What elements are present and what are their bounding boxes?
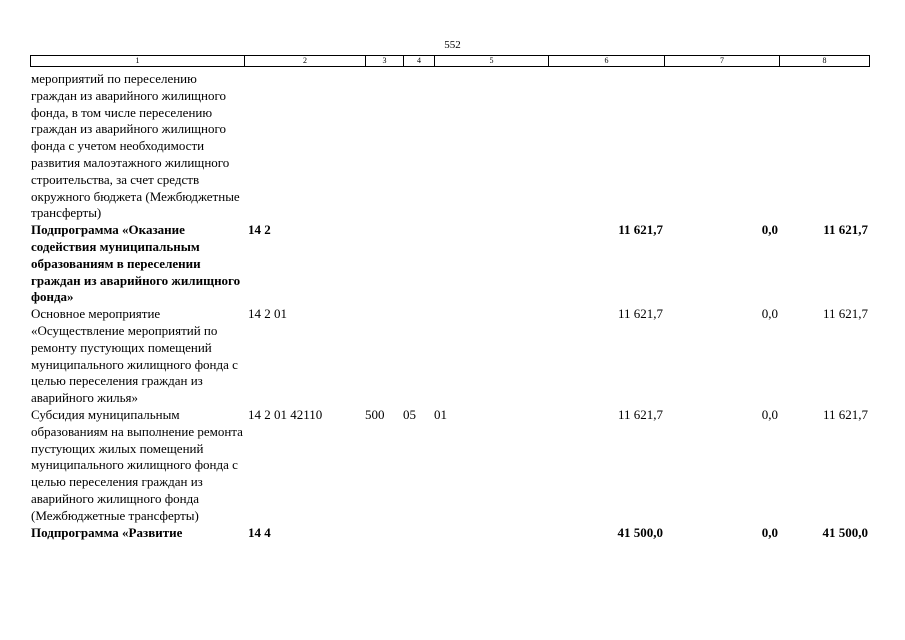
row-col-4 [403,525,434,542]
row-col-8: 41 500,0 [822,524,868,540]
row-code: 14 2 [248,222,271,238]
row-col-3 [365,306,403,407]
header-col-5: 5 [435,56,549,67]
column-number-header [30,55,870,67]
table-row [30,71,869,222]
row-col-3 [365,71,403,222]
row-code: 14 2 01 42110 [248,406,323,422]
row-col-5 [434,525,548,542]
row-name: Подпрограмма «Оказание содействия муниципальным образованиям в переселении граждан из аварийного жилищного фонда» [31,222,241,305]
row-col-5 [434,71,548,222]
row-code [244,71,365,222]
row-col-3 [365,525,403,542]
row-col-3 [365,222,403,306]
row-col-7 [664,71,779,222]
row-col-8 [779,71,869,222]
header-col-3: 3 [366,56,404,67]
row-name: мероприятий по переселению граждан из аварийного жилищного фонда, в том числе переселению граждан из аварийного жилищного фонда с учетом необходимости развития малоэтажного жилищного строительства, за счет средств окружного бюджета (Межбюджетные трансферты) [31,71,240,221]
table-row [30,525,869,542]
row-col-7: 0,0 [761,524,778,540]
header-col-8: 8 [780,56,870,67]
row-col-4: 05 [403,406,416,422]
row-name: Субсидия муниципальным образованиям на выполнение ремонта пустующих жилых помещений муниципального жилищного фонда с целью переселения граждан из аварийного жилищного фонда (Межбюджетные трансферты) [31,406,243,523]
row-col-6: 11 621,7 [617,406,663,422]
row-col-6: 41 500,0 [617,524,663,540]
row-name: Подпрограмма «Развитие [31,524,183,540]
row-col-5 [434,222,548,306]
header-col-4: 4 [404,56,435,67]
page-number: 552 [444,39,461,51]
row-col-6 [548,71,664,222]
header-col-2: 2 [245,56,366,67]
header-col-1: 1 [31,56,245,67]
row-col-7: 0,0 [761,406,778,422]
row-col-5: 01 [434,406,447,422]
row-col-5 [434,306,548,407]
row-code: 14 2 01 [248,306,287,322]
row-col-4 [403,306,434,407]
row-col-6: 11 621,7 [617,306,663,322]
row-name: Основное мероприятие «Осуществление мероприятий по ремонту пустующих помещений муниципального жилищного фонда с целью переселения граждан из аварийного жилья» [31,306,238,406]
table-row [30,306,869,407]
row-col-6: 11 621,7 [618,222,663,238]
header-col-6: 6 [549,56,665,67]
table-row [30,222,869,306]
budget-table [30,71,869,541]
row-col-7: 0,0 [761,306,778,322]
row-col-3: 500 [365,406,385,422]
row-col-4 [403,222,434,306]
row-col-8: 11 621,7 [822,406,868,422]
row-code: 14 4 [248,524,271,540]
header-col-7: 7 [665,56,780,67]
row-col-7: 0,0 [761,222,778,238]
row-col-8: 11 621,7 [822,306,868,322]
row-col-8: 11 621,7 [823,222,868,238]
table-row [30,407,869,525]
row-col-4 [403,71,434,222]
